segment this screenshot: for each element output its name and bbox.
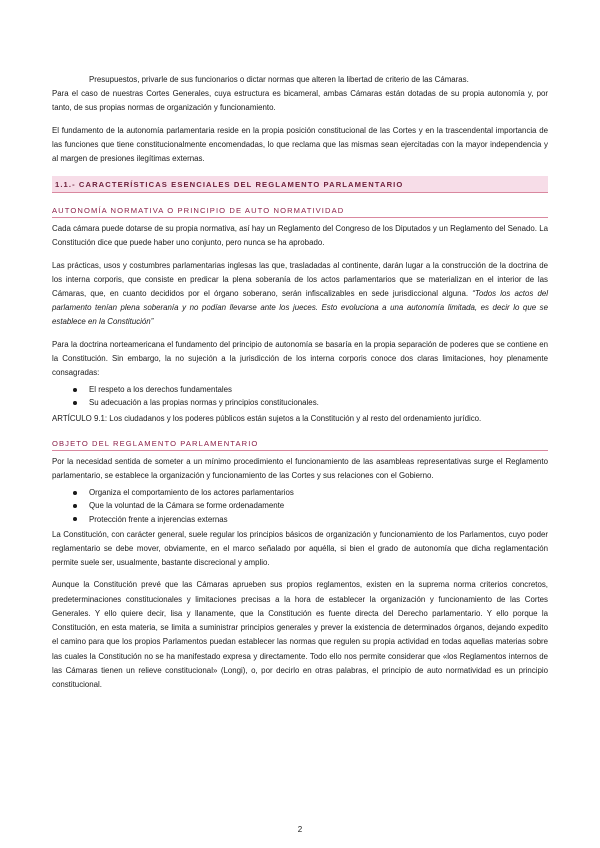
autonomia-paragraph-3: Para la doctrina norteamericana el fundamento del principio de autonomía se basaría en la propia separación de poderes que se contiene en la Constitución. Sin embargo, la no sujeción a la jurisdicción de los interna corporis conoce dos claras limitaciones, hoy plenamente consagradas:: [52, 339, 548, 378]
article-9-1: ARTÍCULO 9.1: Los ciudadanos y los poderes públicos están sujetos a la Constitución y al resto del ordenamiento jurídico.: [52, 413, 482, 423]
page-number: 2: [297, 825, 303, 834]
document-page: [52, 0, 548, 692]
autonomia-quote: “Todos los actos del parlamento tenían plena soberanía y no podían llevarse ante los jueces. Esto evoluciona a una autonomía limitada, es decir lo que se establece en la Constitución”: [52, 289, 548, 327]
objeto-paragraph-3: Aunque la Constitución prevé que las Cámaras aprueben sus propios reglamentos, existen en la suprema norma criterios concretos, predeterminaciones constitucionales y limitaciones precisas a la hora de establecer la organización y funcionamiento de las Cortes Generales. Y ello quiere decir, lisa y llanamente, que la Constitución es fuente directa del Derecho parlamentario. Y ello porque la Constitución, en esta materia, se limita a suministrar principios generales y prever la existencia de determinados órganos, dejando expedito el camino para que los propios Parlamentos puedan establecer las normas que regulen su propia actividad en todas aquellas materias sobre las cuales la Constitución no se ha manifestado expresa y directamente. Todo ello nos permite considerar que «los Reglamentos internos de las Cámaras tienen un relieve constitucional» (Longi), o, por decirlo en otras palabras, el principio de auto normatividad es un principio constitucional.: [52, 580, 548, 689]
objeto-functions-list: [52, 486, 548, 526]
autonomia-paragraph-2: [52, 259, 548, 330]
list-item: Organiza el comportamiento de los actores parlamentarios: [52, 486, 548, 499]
intro-paragraph-2: El fundamento de la autonomía parlamentaria reside en la propia posición constitucional de las Cortes y en la trascendental importancia de las funciones que tiene constitucionalmente encomendadas, lo que reclama que las mismas sean ejercitadas con la mayor independencia y al margen de presiones ilegítimas externas.: [52, 125, 548, 164]
intro-line: Presupuestos, privarle de sus funcionarios o dictar normas que alteren la libertad de criterio de las Cámaras.: [89, 75, 469, 84]
autonomia-paragraph-1: Cada cámara puede dotarse de su propia normativa, así hay un Reglamento del Congreso de los Diputados y un Reglamento del Senado. La Constitución dice que puede haber uno conjunto, pero nunca se ha aprobado.: [52, 224, 548, 248]
objeto-heading: OBJETO DEL REGLAMENTO PARLAMENTARIO: [52, 439, 548, 451]
autonomia-paragraph-2-text: Las prácticas, usos y costumbres parlamentarias inglesas las que, trasladadas al continente, darán lugar a la construcción de la doctrina de los interna corporis, que consiste en predicar la plena soberanía de los actos parlamentarios que se materializan en el interior de las Cámaras, que, en cuanto decididos por el órgano soberano, serán infiscalizables en sede jurisdiccional alguna.: [52, 260, 548, 299]
autonomia-heading: AUTONOMÍA NORMATIVA O PRINCIPIO DE AUTO NORMATIVIDAD: [52, 206, 548, 218]
list-item: Que la voluntad de la Cámara se forme ordenadamente: [52, 499, 548, 512]
section-heading: 1.1.- CARACTERÍSTICAS ESENCIALES DEL REGLAMENTO PARLAMENTARIO: [52, 176, 548, 193]
objeto-paragraph-1: Por la necesidad sentida de someter a un mínimo procedimiento el funcionamiento de las asambleas representativas surge el Reglamento parlamentario, se establece la organización y funcionamiento de las Cortes y sus relaciones con el Gobierno.: [52, 456, 548, 481]
list-item: Protección frente a injerencias externas: [52, 513, 548, 526]
list-item: El respeto a los derechos fundamentales: [52, 383, 548, 396]
objeto-paragraph-2: La Constitución, con carácter general, suele regular los principios básicos de organización y funcionamiento de los Parlamentos, cuyo poder reglamentario se debe mover, obviamente, en el marco señalado por aquélla, si bien el grado de autonomía que dicha reglamentación permite suele ser, usualmente, bastante discrecional y amplio.: [52, 529, 548, 568]
list-item: Su adecuación a las propias normas y principios constitucionales.: [52, 396, 548, 409]
autonomia-limitations-list: [52, 383, 548, 409]
intro-paragraph-1: Para el caso de nuestras Cortes Generales, cuya estructura es bicameral, ambas Cámaras están dotadas de su propia autonomía y, por tanto, de sus propias normas de organización y funcionamiento.: [52, 89, 548, 113]
